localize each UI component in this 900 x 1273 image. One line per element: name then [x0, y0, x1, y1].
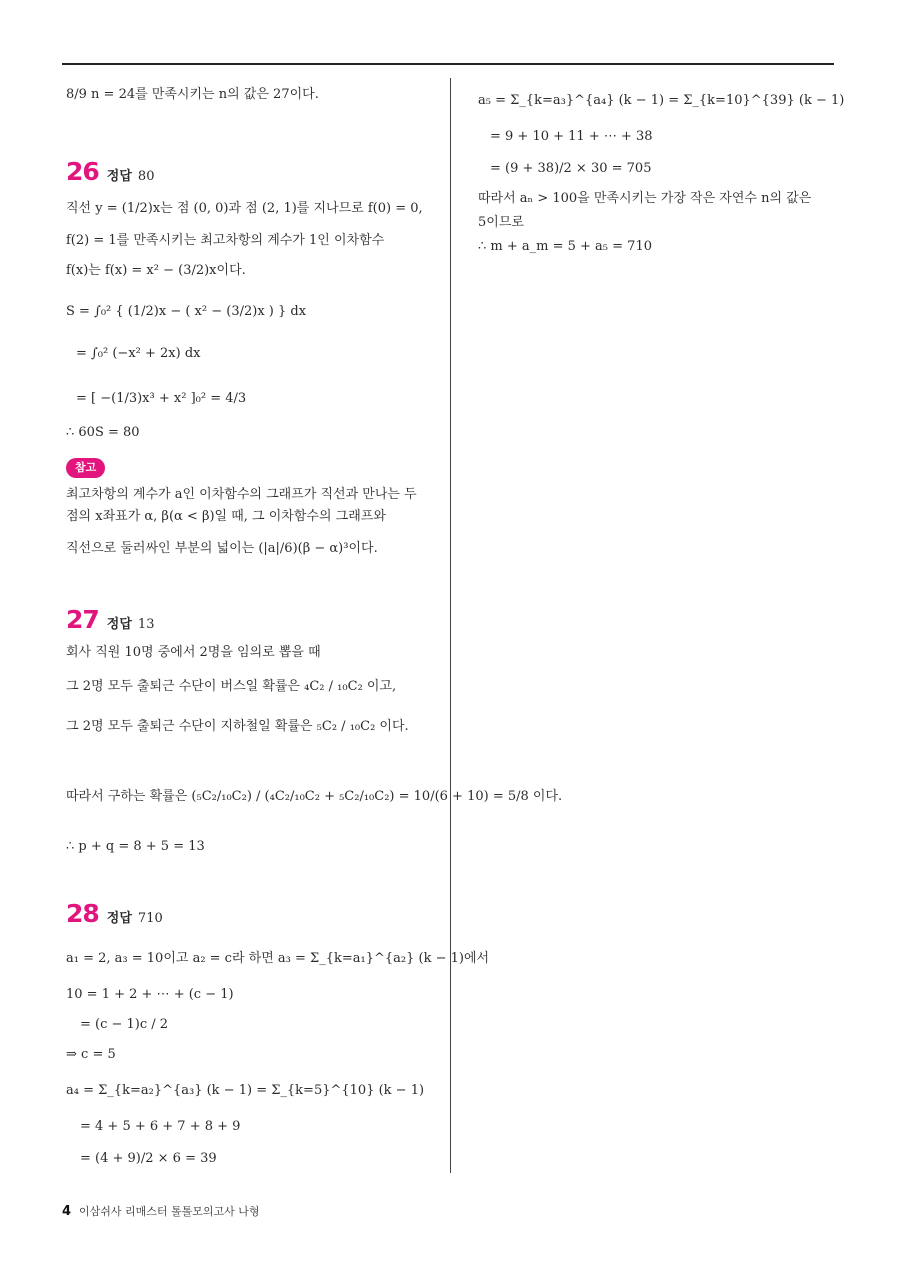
- solution-line: f(x)는 f(x) = x² − (3/2)x이다.: [66, 263, 246, 278]
- note-line: 직선으로 둘러싸인 부분의 넓이는 (|a|/6)(β − α)³이다.: [66, 541, 378, 556]
- top-rule: [62, 63, 834, 65]
- conclusion-line: ∴ p + q = 8 + 5 = 13: [66, 839, 205, 854]
- problem-number: 27: [66, 605, 99, 634]
- problem-number: 26: [66, 157, 99, 186]
- solution-line: = (4 + 9)/2 × 6 = 39: [80, 1151, 217, 1166]
- footer-title: 이삼쉬사 리매스터 톨톨모의고사 나형: [79, 1205, 260, 1218]
- solution-line: = 9 + 10 + 11 + ⋯ + 38: [490, 129, 653, 144]
- solution-line: 5이므로: [478, 215, 524, 230]
- intro-line: 8/9 n = 24를 만족시키는 n의 값은 27이다.: [66, 87, 319, 102]
- solution-line: f(2) = 1를 만족시키는 최고차항의 계수가 1인 이차함수: [66, 233, 385, 248]
- problem-28-header: [66, 900, 163, 933]
- solution-line: 따라서 aₙ > 100을 만족시키는 가장 작은 자연수 n의 값은: [478, 191, 812, 206]
- problem-26-header: [66, 158, 154, 191]
- solution-line: a₄ = Σ_{k=a₂}^{a₃} (k − 1) = Σ_{k=5}^{10} (k − 1): [66, 1083, 425, 1098]
- solution-line: a₅ = Σ_{k=a₃}^{a₄} (k − 1) = Σ_{k=10}^{39} (k − 1): [478, 93, 845, 108]
- answer-label: 정답: [106, 911, 132, 926]
- note-line: 점의 x좌표가 α, β(α < β)일 때, 그 이차함수의 그래프와: [66, 509, 386, 524]
- answer-label: 정답: [106, 617, 132, 632]
- note-badge-wrap: [66, 458, 105, 478]
- problem-27-header: [66, 606, 154, 639]
- column-divider: [450, 78, 451, 1173]
- problem-number: 28: [66, 899, 99, 928]
- note-line: 최고차항의 계수가 a인 이차함수의 그래프가 직선과 만나는 두: [66, 487, 417, 502]
- conclusion-line: ∴ m + a_m = 5 + a₅ = 710: [478, 239, 652, 254]
- solution-line: a₁ = 2, a₃ = 10이고 a₂ = c라 하면 a₃ = Σ_{k=a₁}^{a₂} (k − 1)에서: [66, 951, 490, 966]
- solution-line: 그 2명 모두 출퇴근 수단이 버스일 확률은 ₄C₂ / ₁₀C₂ 이고,: [66, 679, 397, 694]
- note-badge: 참고: [66, 458, 105, 478]
- solution-line: = ∫₀² (−x² + 2x) dx: [76, 346, 201, 361]
- page-number: 4: [62, 1204, 72, 1219]
- solution-line: 회사 직원 10명 중에서 2명을 임의로 뽑을 때: [66, 645, 321, 660]
- solution-line: 그 2명 모두 출퇴근 수단이 지하철일 확률은 ₅C₂ / ₁₀C₂ 이다.: [66, 719, 409, 734]
- solution-line: = 4 + 5 + 6 + 7 + 8 + 9: [80, 1119, 241, 1134]
- solution-line: 10 = 1 + 2 + ⋯ + (c − 1): [66, 987, 234, 1002]
- solution-line: = [ −(1/3)x³ + x² ]₀² = 4/3: [76, 391, 247, 406]
- answer-value: 710: [137, 911, 163, 926]
- solution-line: 직선 y = (1/2)x는 점 (0, 0)과 점 (2, 1)를 지나므로 f(0) = 0,: [66, 201, 423, 216]
- page-footer: [62, 1203, 260, 1219]
- answer-value: 80: [137, 169, 155, 184]
- conclusion-line: ∴ 60S = 80: [66, 425, 140, 440]
- solution-line: = (9 + 38)/2 × 30 = 705: [490, 161, 652, 176]
- answer-value: 13: [137, 617, 155, 632]
- answer-label: 정답: [106, 169, 132, 184]
- solution-line: ⇒ c = 5: [66, 1047, 116, 1062]
- solution-line: 따라서 구하는 확률은 (₅C₂/₁₀C₂) / (₄C₂/₁₀C₂ + ₅C₂/₁₀C₂) = 10/(6 + 10) = 5/8 이다.: [66, 789, 563, 804]
- solution-line: S = ∫₀² { (1/2)x − ( x² − (3/2)x ) } dx: [66, 304, 307, 319]
- solution-line: = (c − 1)c / 2: [80, 1017, 169, 1032]
